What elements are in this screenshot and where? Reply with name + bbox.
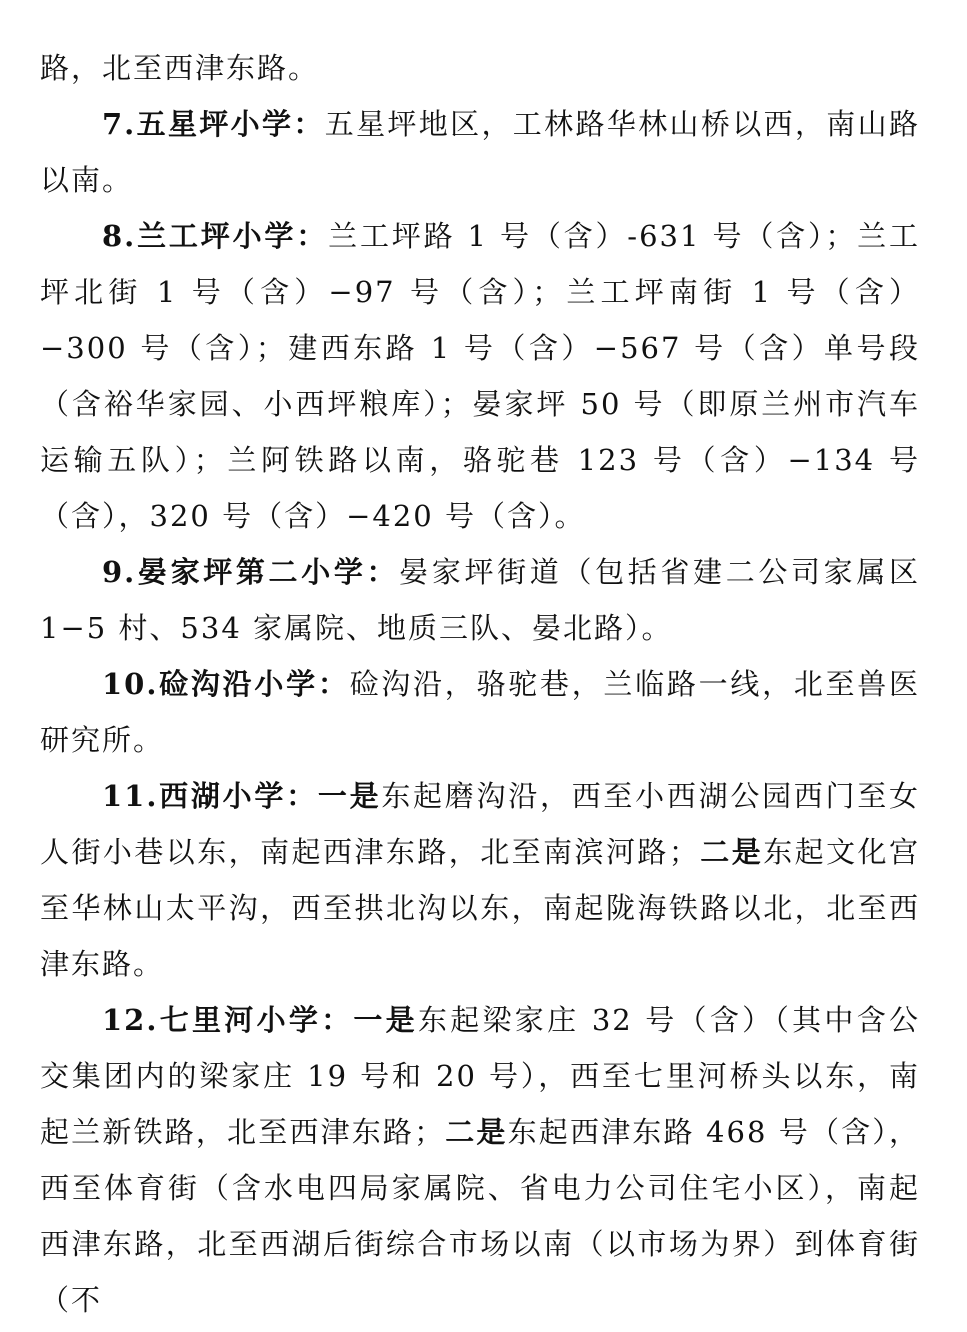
emphasis-text: 二是	[699, 835, 764, 869]
paragraph-school-9	[40, 544, 920, 656]
paragraph-text: 东起文化宫至华林山太平沟，西至拱北沟以东，南起陇海铁路以北，北至西津东路。	[40, 835, 920, 981]
paragraph-school-11	[40, 768, 920, 992]
paragraph-text: 东起梁家庄 32 号（含）（其中含公交集团内的梁家庄 19 号和 20 号），西至七里河桥头以东，南起兰新铁路，北至西津东路；	[40, 1003, 920, 1149]
document-page	[40, 40, 920, 1328]
school-heading: 7.五星坪小学：	[102, 107, 325, 141]
school-heading: 11.西湖小学：	[102, 779, 318, 813]
paragraph-continuation	[40, 40, 920, 96]
paragraph-text: 东起磨沟沿，西至小西湖公园西门至女人街小巷以东，南起西津东路，北至南滨河路；	[40, 779, 920, 869]
paragraph-text: 晏家坪街道（包括省建二公司家属区 1−5 村、534 家属院、地质三队、晏北路）。	[40, 555, 920, 645]
school-heading: 8.兰工坪小学：	[102, 219, 329, 253]
emphasis-text: 一是	[353, 1003, 418, 1037]
paragraph-text: 东起西津东路 468 号（含），西至体育街（含水电四局家属院、省电力公司住宅小区），南起西津东路，北至西湖后街综合市场以南（以市场为界）到体育街（不	[40, 1115, 920, 1317]
school-heading: 9.晏家坪第二小学：	[102, 555, 400, 589]
paragraph-school-7	[40, 96, 920, 208]
paragraph-text: 兰工坪路 1 号（含）-631 号（含）；兰工坪北街 1 号（含）−97 号（含）；兰工坪南街 1 号（含）−300 号（含）；建西东路 1 号（含）−567 号（含）单号段（含裕华家园、小西坪粮库）；晏家坪 50 号（即原兰州市汽车运输五队）；兰阿铁路以南，骆驼巷 123 号（含）−134 号（含），320 号（含）−420 号（含）。	[40, 219, 920, 533]
paragraph-school-12	[40, 992, 920, 1328]
paragraph-school-10	[40, 656, 920, 768]
paragraph-school-8	[40, 208, 920, 544]
school-heading: 10.硷沟沿小学：	[102, 667, 350, 701]
school-heading: 12.七里河小学：	[102, 1003, 354, 1037]
paragraph-text: 五星坪地区，工林路华林山桥以西，南山路以南。	[40, 107, 920, 197]
paragraph-text: 路，北至西津东路。	[40, 51, 320, 85]
emphasis-text: 一是	[317, 779, 382, 813]
paragraph-text: 硷沟沿，骆驼巷，兰临路一线，北至兽医研究所。	[40, 667, 920, 757]
emphasis-text: 二是	[445, 1115, 508, 1149]
